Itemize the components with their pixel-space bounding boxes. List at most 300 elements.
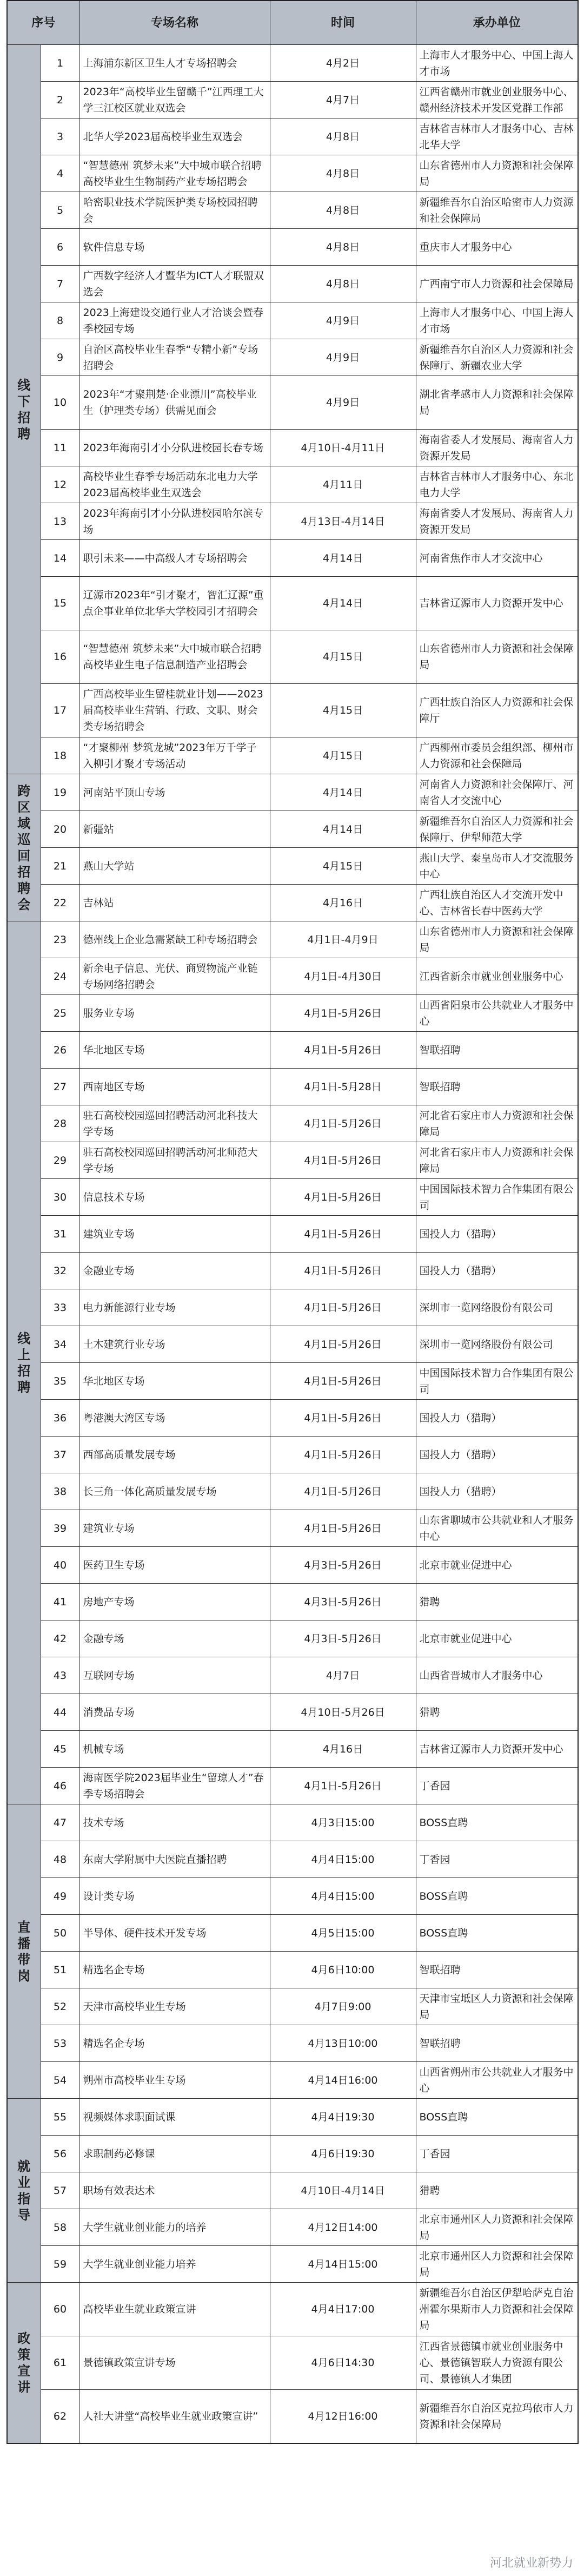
event-time: 4月3日-5月26日 <box>270 1547 416 1584</box>
organizer: 上海市人才服务中心、中国上海人才市场 <box>416 302 578 339</box>
table-row <box>7 1032 578 1069</box>
event-time: 4月3日-5月26日 <box>270 1584 416 1620</box>
organizer: BOSS直聘 <box>416 1915 578 1952</box>
event-time: 4月5日15:00 <box>270 1915 416 1952</box>
organizer: 中国国际技术智力合作集团有限公司 <box>416 1363 578 1400</box>
header-row <box>7 1 578 45</box>
table-row <box>7 1253 578 1289</box>
event-name: 职引未来——中高级人才专场招聘会 <box>79 540 270 577</box>
category-cell <box>7 2283 41 2444</box>
organizer: 海南省委人才发展局、海南省人力资源开发局 <box>416 503 578 540</box>
event-time: 4月6日19:30 <box>270 2136 416 2172</box>
row-number: 6 <box>41 229 79 266</box>
table-row <box>7 1326 578 1363</box>
organizer: 智联招聘 <box>416 2025 578 2062</box>
event-time: 4月14日 <box>270 577 416 630</box>
category-cell <box>7 45 41 774</box>
row-number: 9 <box>41 339 79 376</box>
event-time: 4月4日19:30 <box>270 2099 416 2136</box>
organizer: 山西省朔州市公共就业人才服务中心 <box>416 2062 578 2099</box>
event-time: 4月1日-5月26日 <box>270 1437 416 1473</box>
event-time: 4月13日10:00 <box>270 2025 416 2062</box>
organizer: BOSS直聘 <box>416 1878 578 1915</box>
event-time: 4月7日 <box>270 82 416 118</box>
organizer: 吉林省吉林市人才服务中心、吉林北华大学 <box>416 118 578 155</box>
event-name: 华北地区专场 <box>79 1363 270 1400</box>
event-time: 4月16日 <box>270 1731 416 1768</box>
table-row <box>7 82 578 118</box>
event-time: 4月1日-4月9日 <box>270 921 416 958</box>
row-number: 52 <box>41 1988 79 2025</box>
event-name: 景德镇政策宣讲专场 <box>79 2336 270 2390</box>
event-name: 2023年“才聚荆楚·企业漂川”高校毕业生（护理类专场）供需见面会 <box>79 376 270 430</box>
row-number: 44 <box>41 1694 79 1731</box>
organizer: 吉林省辽源市人力资源开发中心 <box>416 577 578 630</box>
organizer: 猎聘 <box>416 2172 578 2209</box>
event-name: 自治区高校毕业生春季“专精小新”专场招聘会 <box>79 339 270 376</box>
event-name: 哈密职业技术学院医护类专场校园招聘会 <box>79 192 270 229</box>
event-name: 驻石高校校园巡回招聘活动河北师范大学专场 <box>79 1142 270 1179</box>
table-row <box>7 958 578 995</box>
row-number: 16 <box>41 630 79 684</box>
event-name: 大学生就业创业能力培养 <box>79 2246 270 2283</box>
event-name: 华北地区专场 <box>79 1032 270 1069</box>
event-name: 视频媒体求职面试课 <box>79 2099 270 2136</box>
table-row <box>7 1768 578 1804</box>
event-time: 4月14日 <box>270 811 416 848</box>
table-row <box>7 1988 578 2025</box>
organizer: 河北省石家庄市人力资源和社会保障局 <box>416 1142 578 1179</box>
table-row <box>7 1069 578 1105</box>
organizer: 新疆维吾尔自治区克拉玛依市人力资源和社会保障局 <box>416 2390 578 2444</box>
organizer: 湖北省孝感市人力资源和社会保障局 <box>416 376 578 430</box>
row-number: 27 <box>41 1069 79 1105</box>
row-number: 33 <box>41 1289 79 1326</box>
event-time: 4月1日-5月26日 <box>270 1105 416 1142</box>
row-number: 60 <box>41 2283 79 2336</box>
event-time: 4月1日-5月26日 <box>270 1510 416 1547</box>
table-row <box>7 1473 578 1510</box>
event-time: 4月1日-5月28日 <box>270 1069 416 1105</box>
event-time: 4月14日 <box>270 774 416 811</box>
event-name: 2023上海建设交通行业人才洽谈会暨春季校园专场 <box>79 302 270 339</box>
organizer: 国投人力（猎聘） <box>416 1253 578 1289</box>
table-row <box>7 1547 578 1584</box>
row-number: 43 <box>41 1657 79 1694</box>
row-number: 41 <box>41 1584 79 1620</box>
event-name: 西南地区专场 <box>79 1069 270 1105</box>
row-number: 45 <box>41 1731 79 1768</box>
event-name: 新疆站 <box>79 811 270 848</box>
event-time: 4月14日16:00 <box>270 2062 416 2099</box>
header-time: 时间 <box>270 1 416 45</box>
row-number: 53 <box>41 2025 79 2062</box>
event-name: 医药卫生专场 <box>79 1547 270 1584</box>
event-time: 4月8日 <box>270 266 416 302</box>
row-number: 21 <box>41 848 79 885</box>
event-name: 德州线上企业急需紧缺工种专场招聘会 <box>79 921 270 958</box>
event-name: 建筑业专场 <box>79 1510 270 1547</box>
table-row <box>7 118 578 155</box>
event-name: 软件信息专场 <box>79 229 270 266</box>
row-number: 38 <box>41 1473 79 1510</box>
event-name: 建筑业专场 <box>79 1216 270 1253</box>
table-row <box>7 1584 578 1620</box>
event-time: 4月2日 <box>270 45 416 82</box>
row-number: 58 <box>41 2209 79 2246</box>
row-number: 2 <box>41 82 79 118</box>
table-row <box>7 774 578 811</box>
row-number: 15 <box>41 577 79 630</box>
event-name: 辽源市2023年“引才聚才，智汇辽源”重点企事业单位北华大学校园引才招聘会 <box>79 577 270 630</box>
event-time: 4月8日 <box>270 155 416 192</box>
row-number: 46 <box>41 1768 79 1804</box>
table-row <box>7 339 578 376</box>
event-time: 4月15日 <box>270 684 416 737</box>
organizer: 中国国际技术智力合作集团有限公司 <box>416 1179 578 1216</box>
organizer: 深圳市一览网络股份有限公司 <box>416 1326 578 1363</box>
event-time: 4月1日-5月26日 <box>270 1326 416 1363</box>
table-row <box>7 2246 578 2283</box>
table-row <box>7 1216 578 1253</box>
organizer: 山东省聊城市公共就业和人才服务中心 <box>416 1510 578 1547</box>
row-number: 4 <box>41 155 79 192</box>
organizer: 国投人力（猎聘） <box>416 1400 578 1437</box>
event-name: 燕山大学站 <box>79 848 270 885</box>
category-cell <box>7 1804 41 2099</box>
table-row <box>7 885 578 921</box>
event-name: 房地产专场 <box>79 1584 270 1620</box>
organizer: 山西省晋城市人才服务中心 <box>416 1657 578 1694</box>
row-number: 61 <box>41 2336 79 2390</box>
event-time: 4月12日16:00 <box>270 2390 416 2444</box>
table-row <box>7 1952 578 1988</box>
organizer: 新疆维吾尔自治区伊犁哈萨克自治州霍尔果斯市人力资源和社会保障局 <box>416 2283 578 2336</box>
organizer: 丁香园 <box>416 1768 578 1804</box>
event-time: 4月9日 <box>270 376 416 430</box>
table-row <box>7 430 578 466</box>
event-time: 4月10日-4月14日 <box>270 2172 416 2209</box>
row-number: 29 <box>41 1142 79 1179</box>
organizer: 江西省新余市就业创业服务中心 <box>416 958 578 995</box>
table-row <box>7 1363 578 1400</box>
event-name: 职场有效表达术 <box>79 2172 270 2209</box>
organizer: 新疆维吾尔自治区哈密市人力资源和社会保障局 <box>416 192 578 229</box>
event-name: 技术专场 <box>79 1804 270 1841</box>
table-row <box>7 155 578 192</box>
organizer: 山西省阳泉市公共就业人才服务中心 <box>416 995 578 1032</box>
row-number: 3 <box>41 118 79 155</box>
table-row <box>7 1289 578 1326</box>
organizer: 北京市通州区人力资源和社会保障局 <box>416 2209 578 2246</box>
organizer: 天津市宝坻区人力资源和社会保障局 <box>416 1988 578 2025</box>
row-number: 50 <box>41 1915 79 1952</box>
event-name: 消费品专场 <box>79 1694 270 1731</box>
event-name: 金融业专场 <box>79 1253 270 1289</box>
organizer: 深圳市一览网络股份有限公司 <box>416 1289 578 1326</box>
row-number: 25 <box>41 995 79 1032</box>
event-name: 土木建筑行业专场 <box>79 1326 270 1363</box>
event-time: 4月15日 <box>270 848 416 885</box>
event-time: 4月1日-5月26日 <box>270 995 416 1032</box>
table-row <box>7 302 578 339</box>
row-number: 59 <box>41 2246 79 2283</box>
row-number: 12 <box>41 466 79 503</box>
row-number: 31 <box>41 1216 79 1253</box>
event-name: 驻石高校校园巡回招聘活动河北科技大学专场 <box>79 1105 270 1142</box>
header-org: 承办单位 <box>416 1 578 45</box>
table-row <box>7 811 578 848</box>
event-name: 电力新能源行业专场 <box>79 1289 270 1326</box>
organizer: 燕山大学、秦皇岛市人才交流服务中心 <box>416 848 578 885</box>
table-row <box>7 1657 578 1694</box>
event-name: 广西数字经济人才暨华为ICT人才联盟双选会 <box>79 266 270 302</box>
row-number: 55 <box>41 2099 79 2136</box>
row-number: 13 <box>41 503 79 540</box>
table-row <box>7 1179 578 1216</box>
table-row <box>7 45 578 82</box>
event-time: 4月6日14:30 <box>270 2336 416 2390</box>
table-row <box>7 2283 578 2336</box>
row-number: 10 <box>41 376 79 430</box>
event-name: 设计类专场 <box>79 1878 270 1915</box>
table-row <box>7 1878 578 1915</box>
event-time: 4月1日-5月26日 <box>270 1768 416 1804</box>
row-number: 28 <box>41 1105 79 1142</box>
event-time: 4月11日 <box>270 466 416 503</box>
event-time: 4月9日 <box>270 339 416 376</box>
event-name: 吉林站 <box>79 885 270 921</box>
events-table <box>6 0 579 2444</box>
table-row <box>7 1694 578 1731</box>
row-number: 32 <box>41 1253 79 1289</box>
row-number: 35 <box>41 1363 79 1400</box>
row-number: 51 <box>41 1952 79 1988</box>
table-row <box>7 266 578 302</box>
event-time: 4月1日-5月26日 <box>270 1216 416 1253</box>
event-time: 4月8日 <box>270 229 416 266</box>
organizer: BOSS直聘 <box>416 1804 578 1841</box>
table-row <box>7 229 578 266</box>
event-name: 长三角一体化高质量发展专场 <box>79 1473 270 1510</box>
table-row <box>7 1510 578 1547</box>
organizer: 山东省德州市人力资源和社会保障局 <box>416 921 578 958</box>
category-label: 政策宣讲 <box>17 2331 31 2395</box>
organizer: 猎聘 <box>416 1694 578 1731</box>
organizer: 海南省委人才发展局、海南省人力资源开发局 <box>416 430 578 466</box>
row-number: 14 <box>41 540 79 577</box>
organizer: 河南省焦作市人才交流中心 <box>416 540 578 577</box>
event-time: 4月9日 <box>270 302 416 339</box>
row-number: 62 <box>41 2390 79 2444</box>
row-number: 18 <box>41 737 79 774</box>
table-row <box>7 630 578 684</box>
event-name: 高校毕业生春季专场活动东北电力大学2023届高校毕业生双选会 <box>79 466 270 503</box>
event-name: 机械专场 <box>79 1731 270 1768</box>
row-number: 26 <box>41 1032 79 1069</box>
row-number: 17 <box>41 684 79 737</box>
event-time: 4月1日-5月26日 <box>270 1400 416 1437</box>
table-row <box>7 2209 578 2246</box>
organizer: 山东省德州市人力资源和社会保障局 <box>416 630 578 684</box>
event-name: 2023年海南引才小分队进校园哈尔滨专场 <box>79 503 270 540</box>
event-name: 半导体、硬件技术开发专场 <box>79 1915 270 1952</box>
row-number: 20 <box>41 811 79 848</box>
event-time: 4月4日17:00 <box>270 2283 416 2336</box>
event-time: 4月12日14:00 <box>270 2209 416 2246</box>
event-name: 新余电子信息、光伏、商贸物流产业链专场网络招聘会 <box>79 958 270 995</box>
row-number: 49 <box>41 1878 79 1915</box>
event-name: 人社大讲堂“高校毕业生就业政策宣讲” <box>79 2390 270 2444</box>
event-name: 大学生就业创业能力的培养 <box>79 2209 270 2246</box>
organizer: 山东省德州市人力资源和社会保障局 <box>416 155 578 192</box>
category-label: 跨区域巡回招聘会 <box>17 783 31 912</box>
event-time: 4月1日-5月26日 <box>270 1179 416 1216</box>
event-name: 求职制药必修课 <box>79 2136 270 2172</box>
row-number: 8 <box>41 302 79 339</box>
event-name: 服务业专场 <box>79 995 270 1032</box>
organizer: 重庆市人才服务中心 <box>416 229 578 266</box>
organizer: 智联招聘 <box>416 1032 578 1069</box>
table-row <box>7 1915 578 1952</box>
row-number: 24 <box>41 958 79 995</box>
table-row <box>7 737 578 774</box>
table-row <box>7 2136 578 2172</box>
organizer: 吉林省辽源市人力资源开发中心 <box>416 1731 578 1768</box>
category-label: 线上招聘 <box>17 1330 31 1395</box>
table-row <box>7 2390 578 2444</box>
table-row <box>7 848 578 885</box>
table-row <box>7 684 578 737</box>
row-number: 30 <box>41 1179 79 1216</box>
event-time: 4月4日15:00 <box>270 1878 416 1915</box>
event-name: 信息技术专场 <box>79 1179 270 1216</box>
organizer: 吉林省吉林市人才服务中心、东北电力大学 <box>416 466 578 503</box>
table-row <box>7 1841 578 1878</box>
event-time: 4月10日-5月26日 <box>270 1694 416 1731</box>
table-row <box>7 466 578 503</box>
row-number: 11 <box>41 430 79 466</box>
category-cell <box>7 2099 41 2283</box>
row-number: 34 <box>41 1326 79 1363</box>
table-row <box>7 2172 578 2209</box>
table-row <box>7 921 578 958</box>
row-number: 48 <box>41 1841 79 1878</box>
organizer: 新疆维吾尔自治区人力资源和社会保障厅、新疆农业大学 <box>416 339 578 376</box>
organizer: 丁香园 <box>416 1841 578 1878</box>
table-row <box>7 1400 578 1437</box>
event-time: 4月7日 <box>270 1657 416 1694</box>
event-time: 4月3日-5月26日 <box>270 1620 416 1657</box>
event-name: “智慧德州 筑梦未来”大中城市联合招聘高校毕业生电子信息制造产业招聘会 <box>79 630 270 684</box>
organizer: 北京市通州区人力资源和社会保障局 <box>416 2246 578 2283</box>
row-number: 19 <box>41 774 79 811</box>
organizer: 广西壮族自治区人力资源和社会保障厅 <box>416 684 578 737</box>
event-time: 4月10日-4月11日 <box>270 430 416 466</box>
event-time: 4月15日 <box>270 630 416 684</box>
organizer: 国投人力（猎聘） <box>416 1437 578 1473</box>
event-time: 4月1日-4月30日 <box>270 958 416 995</box>
organizer: 智联招聘 <box>416 1952 578 1988</box>
row-number: 7 <box>41 266 79 302</box>
header-seq: 序号 <box>7 1 79 45</box>
event-name: “才聚柳州 梦筑龙城”2023年万千学子入柳引才聚才专场活动 <box>79 737 270 774</box>
event-name: 西部高质量发展专场 <box>79 1437 270 1473</box>
table-row <box>7 2062 578 2099</box>
table-row <box>7 192 578 229</box>
event-name: 2023年海南引才小分队进校园长春专场 <box>79 430 270 466</box>
category-label: 线下招聘 <box>17 377 31 442</box>
table-row <box>7 376 578 430</box>
event-time: 4月7日9:00 <box>270 1988 416 2025</box>
event-time: 4月16日 <box>270 885 416 921</box>
event-time: 4月1日-5月26日 <box>270 1253 416 1289</box>
event-time: 4月1日-5月26日 <box>270 1289 416 1326</box>
organizer: 智联招聘 <box>416 1069 578 1105</box>
organizer: 广西柳州市委员会组织部、柳州市人力资源和社会保障局 <box>416 737 578 774</box>
event-time: 4月1日-5月26日 <box>270 1142 416 1179</box>
organizer: 河北省石家庄市人力资源和社会保障局 <box>416 1105 578 1142</box>
organizer: 猎聘 <box>416 1584 578 1620</box>
row-number: 42 <box>41 1620 79 1657</box>
event-name: 东南大学附属中大医院直播招聘 <box>79 1841 270 1878</box>
event-name: 河南站平顶山专场 <box>79 774 270 811</box>
event-time: 4月15日 <box>270 737 416 774</box>
event-name: 精选名企专场 <box>79 2025 270 2062</box>
table-row <box>7 1731 578 1768</box>
event-time: 4月4日15:00 <box>270 1841 416 1878</box>
table-row <box>7 2336 578 2390</box>
category-label: 就业指导 <box>17 2158 31 2223</box>
event-name: 天津市高校毕业生专场 <box>79 1988 270 2025</box>
organizer: 江西省赣州市就业创业服务中心、赣州经济技术开发区党群工作部 <box>416 82 578 118</box>
event-name: 高校毕业生就业政策宣讲 <box>79 2283 270 2336</box>
row-number: 23 <box>41 921 79 958</box>
organizer: 北京市就业促进中心 <box>416 1620 578 1657</box>
row-number: 37 <box>41 1437 79 1473</box>
row-number: 39 <box>41 1510 79 1547</box>
event-time: 4月1日-5月26日 <box>270 1473 416 1510</box>
organizer: 广西壮族自治区人才交流开发中心、吉林省长春中医药大学 <box>416 885 578 921</box>
table-body <box>7 45 578 2444</box>
table-row <box>7 577 578 630</box>
organizer: 广西南宁市人力资源和社会保障局 <box>416 266 578 302</box>
row-number: 36 <box>41 1400 79 1437</box>
organizer: 江西省景德镇市就业创业服务中心、景德镇智联人力资源有限公司、景德镇人才集团 <box>416 2336 578 2390</box>
event-time: 4月14日 <box>270 540 416 577</box>
event-time: 4月13日-4月14日 <box>270 503 416 540</box>
event-time: 4月1日-5月26日 <box>270 1363 416 1400</box>
event-name: 金融专场 <box>79 1620 270 1657</box>
table-row <box>7 1620 578 1657</box>
organizer: 上海市人才服务中心、中国上海人才市场 <box>416 45 578 82</box>
table-row <box>7 503 578 540</box>
event-name: 互联网专场 <box>79 1657 270 1694</box>
organizer: BOSS直聘 <box>416 2099 578 2136</box>
event-name: 粤港澳大湾区专场 <box>79 1400 270 1437</box>
row-number: 22 <box>41 885 79 921</box>
table-row <box>7 1105 578 1142</box>
table-row <box>7 1437 578 1473</box>
event-name: 广西高校毕业生留桂就业计划——2023届高校毕业生营销、行政、文职、财会类专场招聘会 <box>79 684 270 737</box>
event-name: 2023年“高校毕业生留赣千”江西理工大学三江校区就业双选会 <box>79 82 270 118</box>
category-cell <box>7 921 41 1804</box>
row-number: 56 <box>41 2136 79 2172</box>
event-name: 精选名企专场 <box>79 1952 270 1988</box>
table-row <box>7 2099 578 2136</box>
row-number: 54 <box>41 2062 79 2099</box>
event-time: 4月3日15:00 <box>270 1804 416 1841</box>
